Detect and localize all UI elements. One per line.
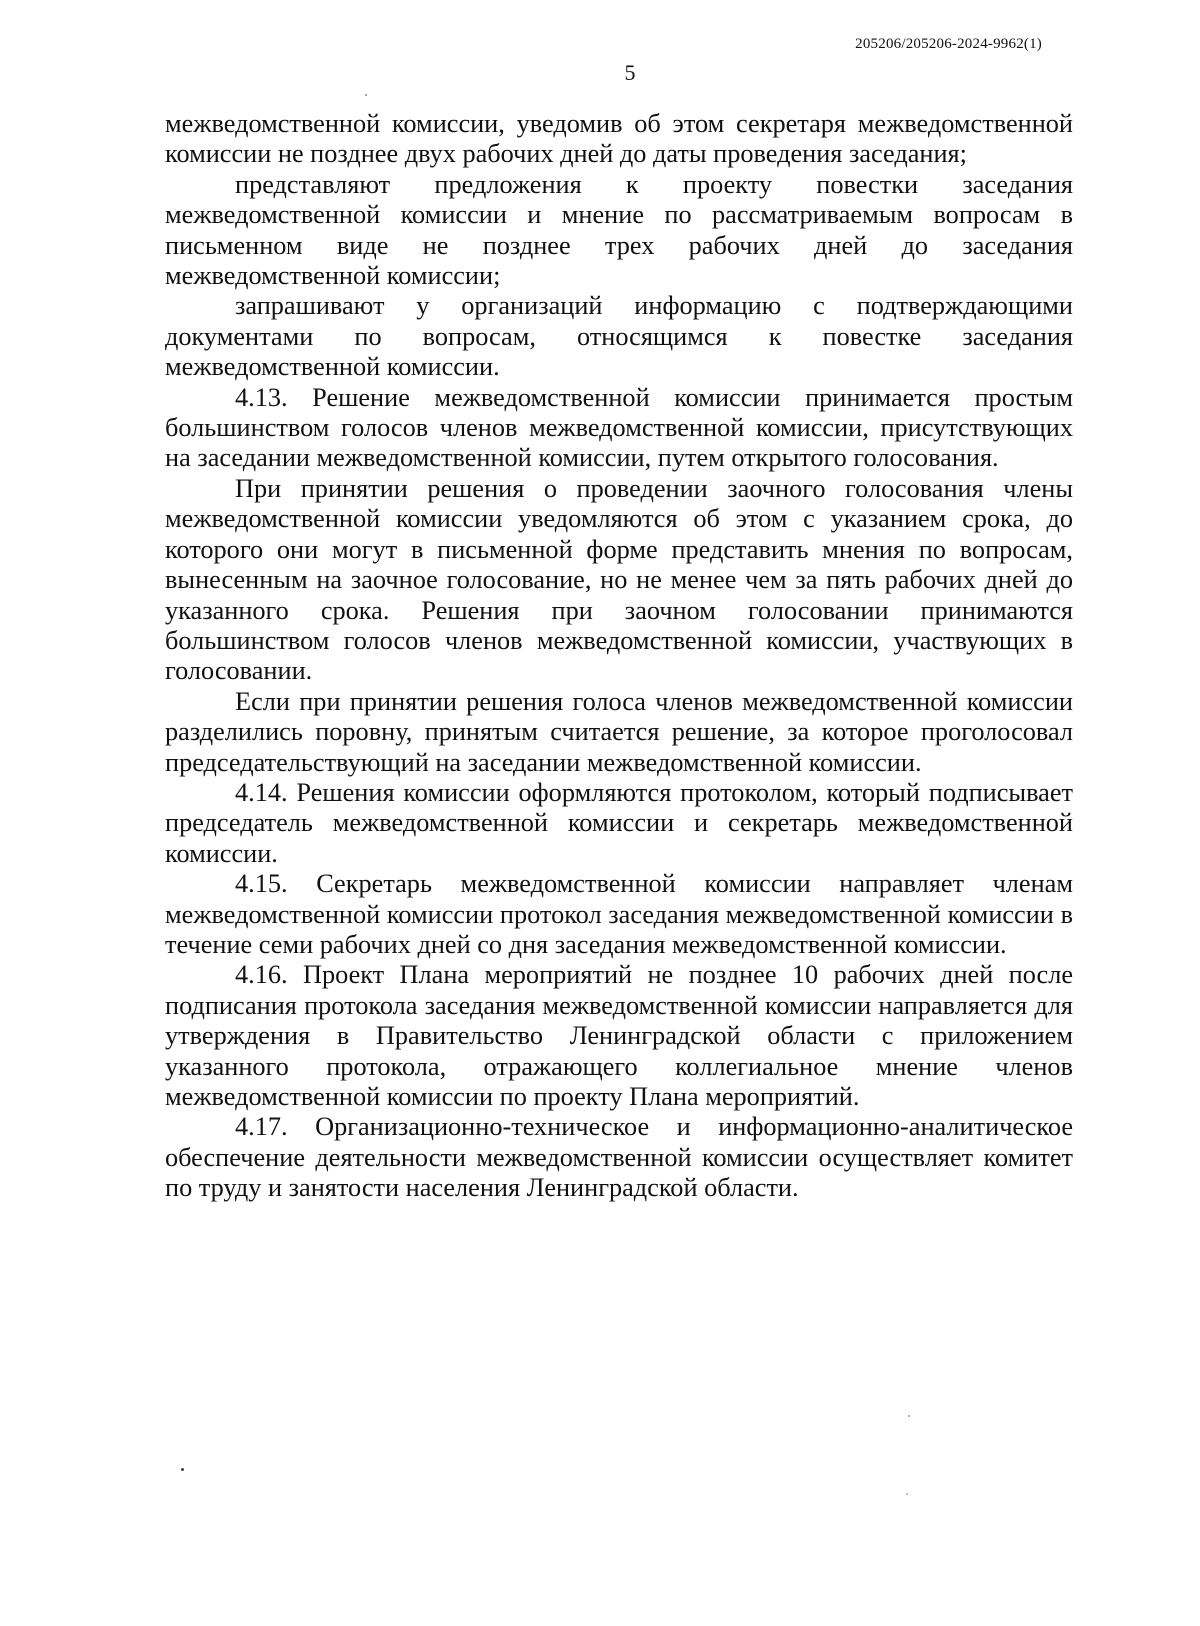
paragraph-requests: запрашивают у организаций информацию с подтверждающими документами по вопросам, относящимся к повестке заседания межведомственной комиссии. xyxy=(165,291,1073,382)
paragraph-continuation: межведомственной комиссии, уведомив об этом секретаря межведомственной комиссии не позднее двух рабочих дней до даты проведения заседания; xyxy=(165,109,1073,169)
scan-speck xyxy=(365,94,367,96)
paragraph-proposals: представляют предложения к проекту повестки заседания межведомственной комиссии и мнение по рассматриваемым вопросам в письменном виде не позднее трех рабочих дней до заседания межведомственной комиссии; xyxy=(165,169,1073,291)
document-id: 205206/205206-2024-9962(1) xyxy=(855,36,1042,52)
paragraph-4-14: 4.14. Решения комиссии оформляются протоколом, который подписывает председатель межведомственной комиссии и секретарь межведомственной комиссии. xyxy=(165,777,1073,868)
scan-speck xyxy=(181,1468,184,1471)
paragraph-4-16: 4.16. Проект Плана мероприятий не позднее 10 рабочих дней после подписания протокола заседания межведомственной комиссии направляется для утверждения в Правительство Ленинградской области с приложением указанного протокола, отражающего коллегиальное мнение членов межведомственной комиссии по проекту Плана мероприятий. xyxy=(165,960,1073,1111)
scan-speck xyxy=(906,1493,908,1495)
scan-speck xyxy=(908,1415,910,1417)
page-number: 5 xyxy=(624,60,636,85)
paragraph-4-17: 4.17. Организационно-техническое и информационно-аналитическое обеспечение деятельности межведомственной комиссии осуществляет комитет по труду и занятости населения Ленинградской области. xyxy=(165,1112,1073,1203)
paragraph-4-15: 4.15. Секретарь межведомственной комиссии направляет членам межведомственной комиссии протокол заседания межведомственной комиссии в течение семи рабочих дней со дня заседания межведомственной комиссии. xyxy=(165,869,1073,959)
paragraph-tie-vote: Если при принятии решения голоса членов межведомственной комиссии разделились поровну, принятым считается решение, за которое проголосовал председательствующий на заседании межведомственной комиссии. xyxy=(165,686,1073,777)
paragraph-absentee-voting: При принятии решения о проведении заочного голосования члены межведомственной комиссии уведомляются об этом с указанием срока, до которого они могут в письменной форме представить мнения по вопросам, вынесенным на заочное голосование, но не менее чем за пять рабочих дней до указанного срока. Решения при заочном голосовании принимаются большинством голосов членов межведомственной комиссии, участвующих в голосовании. xyxy=(165,473,1073,686)
paragraph-4-13: 4.13. Решение межведомственной комиссии принимается простым большинством голосов членов межведомственной комиссии, присутствующих на заседании межведомственной комиссии, путем открытого голосования. xyxy=(165,382,1073,473)
document-body xyxy=(165,109,1073,1204)
